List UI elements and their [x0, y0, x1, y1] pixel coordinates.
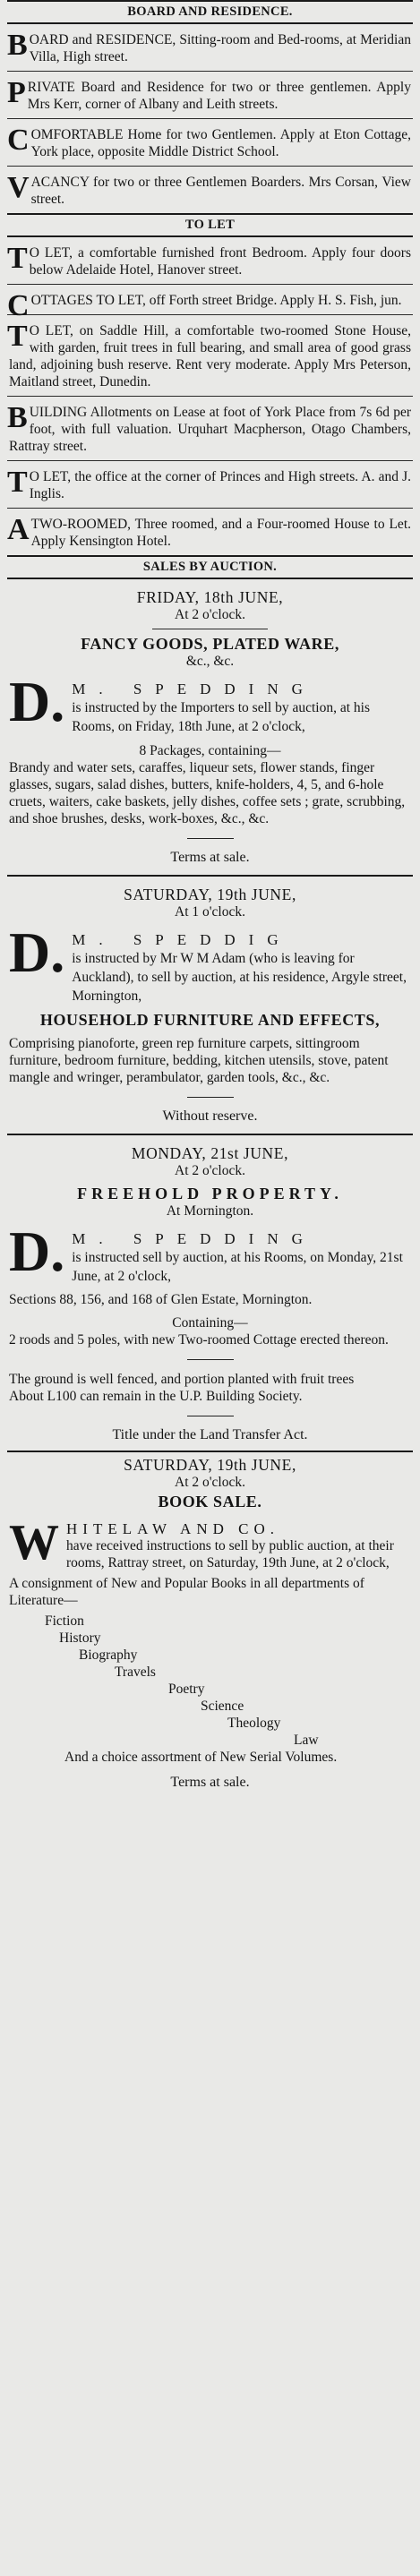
rule [7, 71, 413, 72]
ad-text: OTTAGES TO LET, off Forth street Bridge. Apply H. S. Fish, jun. [30, 293, 402, 308]
auction-day: SATURDAY, 19th JUNE, [124, 1456, 296, 1474]
rule [7, 460, 413, 461]
auctioneer-name: M. SPEDDIG [72, 931, 292, 948]
rule [187, 1359, 234, 1360]
reserve-line: Without reserve. [162, 1108, 258, 1124]
auction-time: At 2 o'clock. [175, 1163, 245, 1178]
ad-text: OMFORTABLE Home for two Gentlemen. Apply at Eton Cottage, York place, opposite Middle District School. [30, 127, 411, 159]
auction-time: At 1 o'clock. [175, 904, 245, 920]
rule [187, 1097, 234, 1098]
rule [7, 314, 413, 315]
tolet-ad [0, 322, 420, 390]
category: Biography [79, 1647, 138, 1663]
title-line: Title under the Land Transfer Act. [112, 1427, 308, 1442]
category: Theology [227, 1716, 281, 1731]
auction-intro: is instructed sell by auction, at his Rooms, on Monday, 21st June, at 2 o'clock, [72, 1250, 403, 1284]
rule [7, 508, 413, 509]
drop-initial: C [7, 289, 30, 322]
terms-line: Terms at sale. [170, 1775, 250, 1790]
auctioneer-block [0, 920, 420, 1006]
ad-text: UILDING Allotments on Lease at foot of York Place from 7s 6d per foot, with full valuation. Urquhart Macpherson, Otago Chambers, Rattray street. [9, 405, 411, 454]
rule [7, 166, 413, 167]
drop-initial: B [7, 401, 28, 434]
auction-intro: have received instructions to sell by public auction, at their rooms, Rattray street, on Saturday, 19th June, at 2 o'clock, [66, 1538, 394, 1570]
rule [7, 118, 413, 119]
board-ad [0, 171, 420, 208]
rule [187, 838, 234, 839]
category: Fiction [45, 1613, 84, 1629]
category: Law [294, 1733, 319, 1748]
category: Science [201, 1699, 244, 1714]
goods-list: Brandy and water sets, caraffes, liqueur sets, flower stands, finger glasses, sugars, salad dishes, butters, knife-holders, 4, 5, and 6-hole cruets, waiters, cake baskets, jelly dishes, coffee sets ; grate, scrubbing, and shoe brushes, desks, work-boxes, &c., &c. [9, 760, 406, 826]
auctioneer-name: M. SPEDDING [72, 1230, 316, 1247]
auction-day: SATURDAY, 19th JUNE, [124, 886, 296, 903]
drop-initial: T [7, 466, 28, 499]
rule [7, 578, 413, 579]
firm-block [0, 1515, 420, 1571]
tolet-ad [0, 289, 420, 322]
auction-1 [0, 588, 420, 866]
rule [7, 284, 413, 285]
drop-initial: W [9, 1515, 59, 1570]
drop-initial: T [7, 320, 28, 353]
sections-line: Sections 88, 156, and 168 of Glen Estate, Mornington. [9, 1292, 313, 1307]
rule [7, 235, 413, 237]
tolet-ad [0, 513, 420, 550]
auction-day: MONDAY, 21st JUNE, [131, 1144, 289, 1162]
auction-banner-sub: &c., &c. [185, 654, 235, 669]
auctioneer-block [0, 1220, 420, 1286]
auction-time: At 2 o'clock. [175, 607, 245, 622]
ad-text: ACANCY for two or three Gentlemen Boarders. Mrs Corsan, View street. [30, 175, 411, 207]
auction-2 [0, 886, 420, 1125]
top-rule [7, 0, 413, 2]
tolet-ad [0, 401, 420, 455]
terms-line: Terms at sale. [170, 850, 250, 865]
ad-text: O LET, on Saddle Hill, a comfortable two-roomed Stone House, with garden, fruit trees in full bearing, and small area of good grass land, adjoining bush reserve. Rent very moderate. Apply Mrs Peterson, Maitland street, Dunedin. [9, 323, 411, 389]
drop-initial: V [7, 171, 30, 204]
ground-line: The ground is well fenced, and portion planted with fruit trees [9, 1372, 355, 1387]
ad-text: OARD and RESIDENCE, Sitting-room and Bed-rooms, at Meridian Villa, High street. [29, 32, 411, 64]
auction-location: At Mornington. [166, 1203, 254, 1219]
auction-time: At 2 o'clock. [175, 1475, 245, 1490]
drop-initial: P [7, 76, 26, 109]
drop-initial: C [7, 124, 30, 157]
auctioneer-block [0, 670, 420, 736]
tolet-ad [0, 468, 420, 502]
board-ad [0, 126, 420, 160]
drop-initial: D. [9, 670, 65, 733]
auction-banner: FANCY GOODS, PLATED WARE, [81, 635, 339, 653]
auction-intro: is instructed by Mr W M Adam (who is leaving for Auckland), to sell by auction, at his residence, Argyle street, Mornington, [72, 951, 407, 1004]
auction-banner: HOUSEHOLD FURNITURE AND EFFECTS, [39, 1011, 381, 1029]
category: Travels [115, 1665, 156, 1680]
area-line: 2 roods and 5 poles, with new Two-roomed Cottage erected thereon. [9, 1332, 389, 1348]
category-list [0, 1613, 420, 1749]
drop-initial: T [7, 242, 28, 275]
auction-day: FRIDAY, 18th JUNE, [136, 588, 284, 606]
drop-initial: D. [9, 920, 65, 984]
category: Poetry [168, 1682, 205, 1697]
ad-text: TWO-ROOMED, Three roomed, and a Four-roomed House to Let. Apply Kensington Hotel. [30, 517, 411, 549]
tolet-ad [0, 244, 420, 278]
packages-line: 8 Packages, containing— [139, 743, 281, 758]
choice-line: And a choice assortment of New Serial Volumes. [64, 1750, 338, 1765]
rule [7, 213, 413, 215]
rule [7, 555, 413, 557]
rule [7, 1134, 413, 1135]
auction-4 [0, 1456, 420, 1791]
drop-initial: A [7, 513, 30, 546]
loan-line: About L100 can remain in the U.P. Building Society. [9, 1389, 303, 1404]
rule [7, 396, 413, 397]
drop-initial: B [7, 29, 28, 62]
rule [7, 22, 413, 24]
consignment-line: A consignment of New and Popular Books in all departments of Literature— [9, 1576, 364, 1608]
ad-text: O LET, a comfortable furnished front Bedroom. Apply four doors below Adelaide Hotel, Hanover street. [29, 245, 411, 278]
auction-banner: BOOK SALE. [158, 1493, 262, 1511]
auction-banner: FREEHOLD PROPERTY. [77, 1185, 343, 1202]
board-ad [0, 31, 420, 65]
auction-intro: is instructed by the Importers to sell by auction, at his Rooms, on Friday, 18th June, at 2 o'clock, [72, 700, 370, 734]
section-board-title: BOARD AND RESIDENCE. [127, 4, 293, 19]
drop-initial: D. [9, 1220, 65, 1283]
rule [7, 875, 413, 877]
auctioneer-name: M. SPEDDING [72, 680, 316, 697]
section-tolet-title: TO LET [184, 218, 236, 232]
containing-line: Containing— [172, 1315, 248, 1331]
category: History [59, 1630, 101, 1646]
firm-name: HITELAW AND CO. [66, 1520, 280, 1537]
ad-text: O LET, the office at the corner of Princes and High streets. A. and J. Inglis. [29, 469, 411, 501]
board-ad [0, 76, 420, 113]
ad-text: RIVATE Board and Residence for two or three gentlemen. Apply Mrs Kerr, corner of Albany and Leith streets. [27, 80, 411, 112]
rule [7, 1451, 413, 1452]
section-sales-title: SALES BY AUCTION. [142, 560, 278, 574]
goods-list: Comprising pianoforte, green rep furniture carpets, sittingroom furniture, bedroom furniture, bedding, kitchen utensils, stove, patent mangle and wringer, perambulator, garden tools, &c., &c. [9, 1036, 389, 1085]
auction-3 [0, 1144, 420, 1443]
